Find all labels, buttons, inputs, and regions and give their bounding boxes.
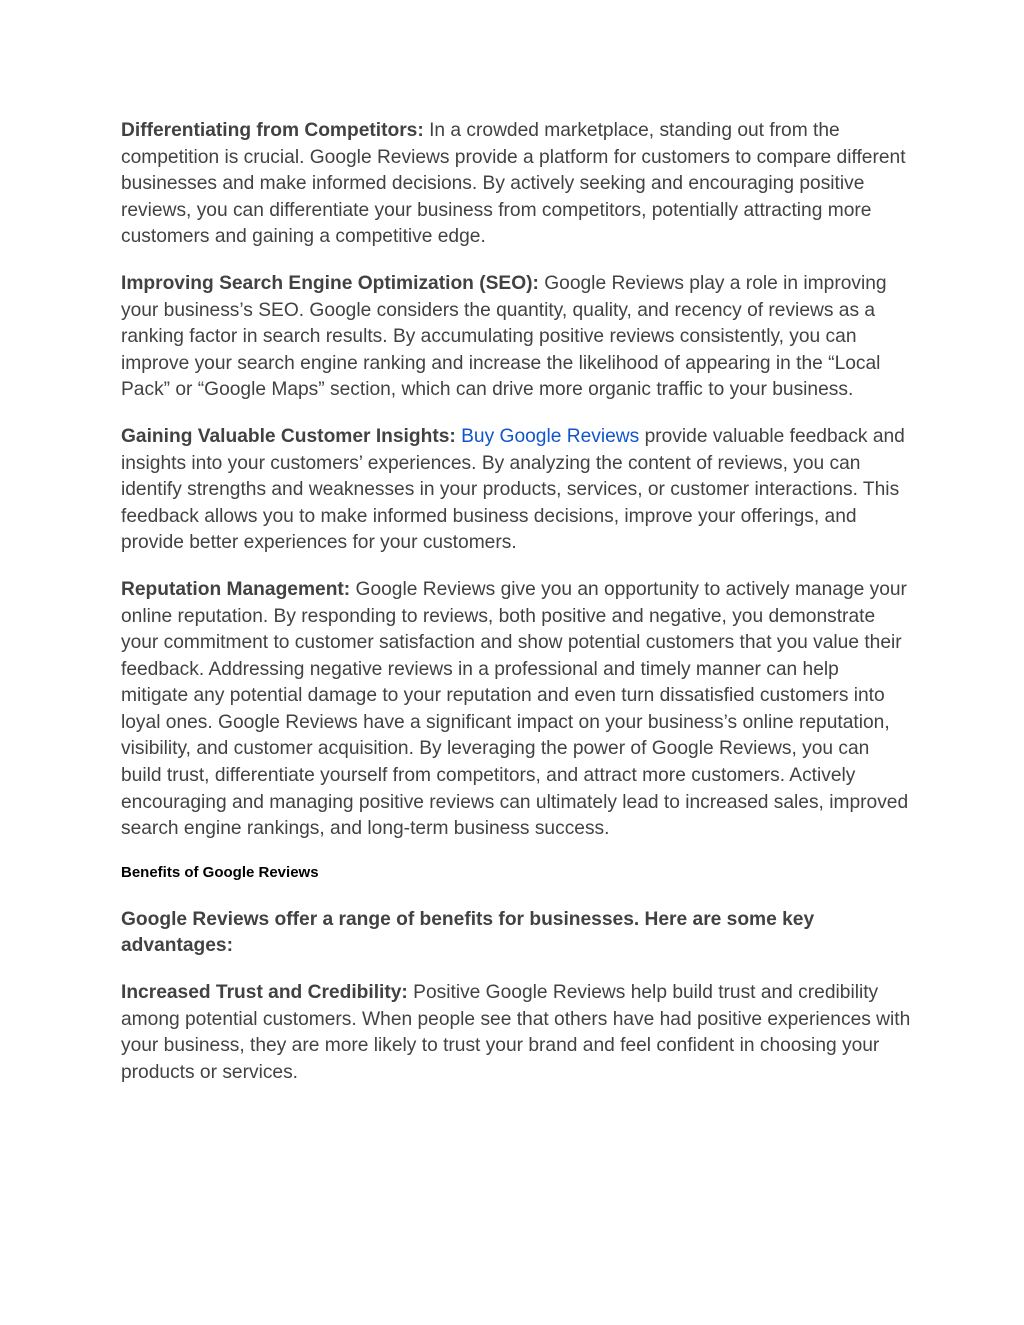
paragraph-body: provide valuable feedback and insights into your customers’ experiences. By analyzing the content of reviews, you can identify strengths and weaknesses in your products, services, or customer interactions. This feedback allows you to make informed business decisions, improve your offerings, and provide better experiences for your customers.: [121, 425, 905, 554]
paragraph-body: Positive Google Reviews help build trust and credibility among potential customers. When people see that others have had positive experiences with your business, they are more likely to trust your brand and feel confident in choosing your products or services.: [121, 982, 911, 1083]
paragraph-competitors: [121, 118, 911, 251]
paragraph-insights: [121, 424, 911, 557]
paragraph-lead: Differentiating from Competitors:: [121, 120, 424, 141]
paragraph-seo: [121, 271, 911, 404]
document-page: [121, 118, 911, 1106]
paragraph-trust: [121, 980, 911, 1086]
paragraph-reputation: [121, 577, 911, 843]
paragraph-lead: Gaining Valuable Customer Insights:: [121, 425, 456, 447]
paragraph-lead: Reputation Management:: [121, 578, 351, 600]
paragraph-lead: Increased Trust and Credibility:: [121, 982, 408, 1004]
paragraph-body: In a crowded marketplace, standing out from the competition is crucial. Google Reviews provide a platform for customers to compare different businesses and make informed decisions. By actively seeking and encouraging positive reviews, you can differentiate your business from competitors, potentially attracting more customers and gaining a competitive edge.: [121, 120, 906, 248]
paragraph-body: Google Reviews give you an opportunity to actively manage your online reputation. By responding to reviews, both positive and negative, you demonstrate your commitment to customer satisfaction and show potential customers that you value their feedback. Addressing negative reviews in a professional and timely manner can help mitigate any potential damage to your reputation and even turn dissatisfied customers into loyal ones. Google Reviews have a significant impact on your business’s online reputation, visibility, and customer acquisition. By leveraging the power of Google Reviews, you can build trust, differentiate yourself from competitors, and attract more customers. Actively encouraging and managing positive reviews can ultimately lead to increased sales, improved search engine rankings, and long-term business success.: [121, 578, 909, 840]
paragraph-lead: Improving Search Engine Optimization (SEO):: [121, 272, 539, 294]
benefits-heading: Benefits of Google Reviews: [121, 863, 319, 881]
paragraph-body: Google Reviews play a role in improving your business’s SEO. Google considers the quantity, quality, and recency of reviews as a ranking factor in search results. By accumulating positive reviews consistently, you can improve your search engine ranking and increase the likelihood of appearing in the “Local Pack” or “Google Maps” section, which can drive more organic traffic to your business.: [121, 272, 887, 401]
benefits-intro: Google Reviews offer a range of benefits for businesses. Here are some key advantages:: [121, 908, 815, 957]
buy-google-reviews-link[interactable]: Buy Google Reviews: [461, 425, 640, 447]
